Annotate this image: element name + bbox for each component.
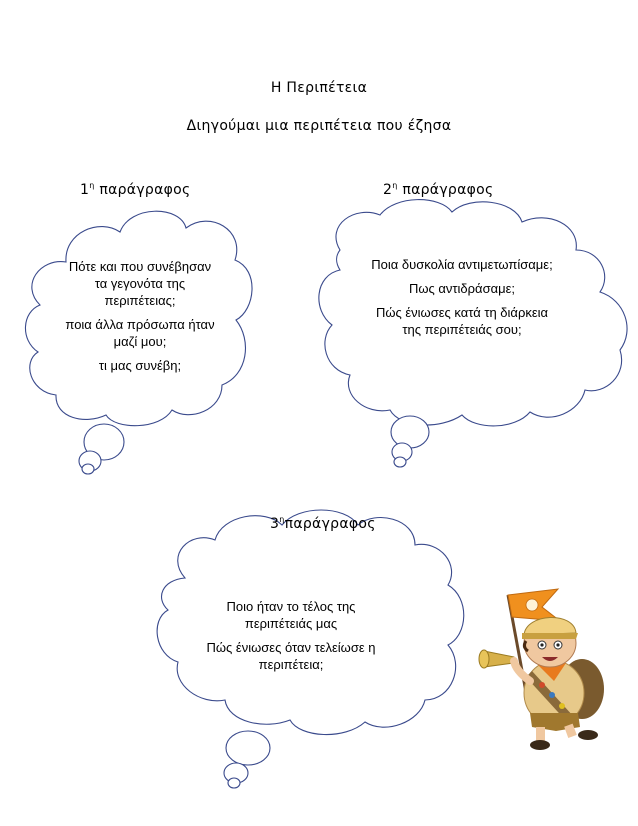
section-1-number: 1 (80, 182, 90, 198)
cloud-1-text (62, 258, 218, 381)
page-subtitle: Διηγούμαι μια περιπέτεια που έζησα (186, 118, 452, 134)
cloud-3-line-2: Πώς ένιωσες όταν τελείωσε η περιπέτεια; (206, 640, 376, 672)
section-1-heading (80, 181, 191, 198)
cloud-3-line-1: Ποιο ήταν το τέλος της περιπέτειάς μας (226, 599, 356, 631)
section-3-superscript: η (279, 515, 285, 524)
cloud-2-line-1: Ποια δυσκολία αντιμετωπίσαμε; (371, 257, 553, 272)
section-3-heading (270, 515, 376, 532)
section-3-label: παράγραφος (284, 516, 376, 532)
section-1-label: παράγραφος (94, 182, 191, 198)
section-2-number: 2 (383, 182, 393, 198)
cloud-3-text (196, 598, 386, 680)
cloud-1-line-2: ποια άλλα πρόσωπα ήταν μαζί μου; (65, 317, 215, 349)
section-1-superscript: η (89, 181, 95, 190)
cloud-2-line-3: Πώς ένιωσες κατά τη διάρκεια της περιπέτειάς σου; (375, 305, 549, 337)
cloud-2-text (352, 256, 572, 345)
section-2-heading (383, 181, 494, 198)
cloud-1-line-1: Πότε και που συνέβησαν τα γεγονότα της περιπέτειας; (68, 259, 212, 308)
page-title: Η Περιπέτεια (270, 80, 368, 96)
section-2-label: παράγραφος (397, 182, 494, 198)
boy-scout-with-flag-illustration (470, 585, 620, 755)
cloud-1-line-3: τι μας συνέβη; (98, 358, 182, 373)
section-2-superscript: η (392, 181, 398, 190)
cloud-2-line-2: Πως αντιδράσαμε; (408, 281, 516, 296)
section-3-number: 3 (270, 516, 280, 532)
